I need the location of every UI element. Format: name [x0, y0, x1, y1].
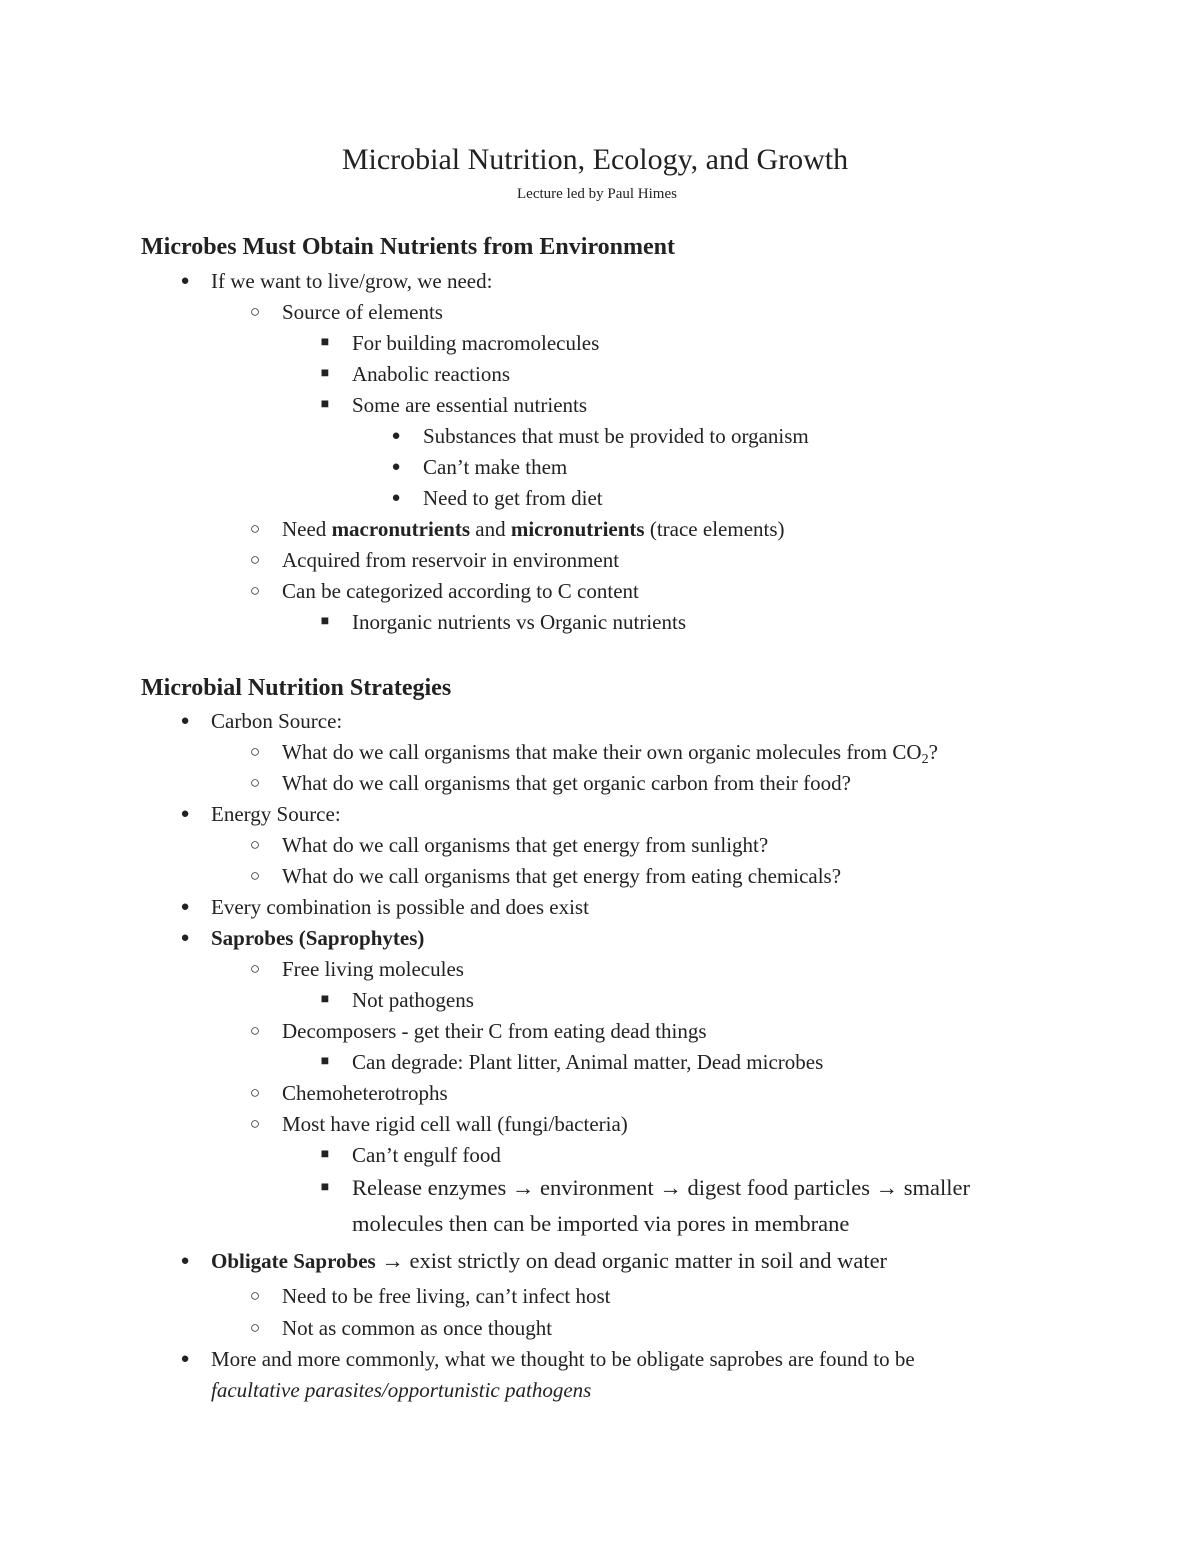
text-run: What do we call organisms that make their own organic molecules from CO — [282, 740, 922, 764]
bullet-level2: ○ — [249, 1286, 261, 1305]
list-item — [282, 514, 785, 544]
list-item: Release enzymes → environment → digest food particles → smaller — [352, 1175, 970, 1200]
list-item: Most have rigid cell wall (fungi/bacteria) — [282, 1112, 628, 1136]
list-item — [282, 737, 938, 767]
list-item: Can’t engulf food — [352, 1143, 501, 1167]
bullet-level3: ■ — [320, 614, 330, 629]
list-item: Can’t make them — [423, 455, 568, 479]
bullet-level1: ● — [180, 1253, 190, 1269]
list-item: Substances that must be provided to organism — [423, 424, 809, 448]
list-item: Chemoheterotrophs — [282, 1081, 448, 1105]
term-macronutrients: macronutrients — [331, 517, 470, 541]
list-item: Carbon Source: — [211, 709, 343, 733]
list-item: Source of elements — [282, 300, 443, 324]
bullet-level2: ○ — [249, 550, 261, 569]
text-run: (trace elements) — [644, 517, 785, 541]
bullet-level2: ○ — [249, 1021, 261, 1040]
bullet-level2: ○ — [249, 742, 261, 761]
text-run: → exist strictly on dead organic matter in soil and water — [375, 1248, 888, 1273]
list-item: Need to get from diet — [423, 486, 603, 510]
bullet-level2: ○ — [249, 773, 261, 792]
bullet-level1: ● — [180, 930, 190, 946]
list-item: Anabolic reactions — [352, 362, 511, 386]
bullet-level3: ■ — [320, 1147, 330, 1162]
section-heading-nutrients: Microbes Must Obtain Nutrients from Environment — [141, 234, 675, 260]
text-run: ? — [928, 740, 938, 764]
list-item — [211, 1246, 887, 1276]
bullet-level1: ● — [180, 273, 190, 289]
document-subtitle: Lecture led by Paul Himes — [517, 186, 677, 202]
italic-term: facultative parasites/opportunistic pathogens — [211, 1378, 592, 1402]
bullet-level2: ○ — [249, 519, 261, 538]
list-item: For building macromolecules — [352, 331, 600, 355]
list-item: Can degrade: Plant litter, Animal matter, Dead microbes — [352, 1050, 824, 1074]
term-obligate-saprobes: Obligate Saprobes — [211, 1249, 376, 1273]
list-item: Not pathogens — [352, 988, 474, 1012]
list-item: More and more commonly, what we thought to be obligate saprobes are found to be — [211, 1347, 915, 1371]
bullet-level4: ● — [391, 428, 401, 444]
bullet-level1: ● — [180, 806, 190, 822]
bullet-level1: ● — [180, 1351, 190, 1367]
term-micronutrients: micronutrients — [510, 517, 645, 541]
list-item: Not as common as once thought — [282, 1316, 553, 1340]
bullet-level2: ○ — [249, 581, 261, 600]
bullet-level3: ■ — [320, 1180, 330, 1195]
text-run: and — [470, 517, 511, 541]
list-item: What do we call organisms that get energy from eating chemicals? — [282, 864, 842, 888]
list-item — [211, 923, 424, 953]
bullet-level1: ● — [180, 713, 190, 729]
document-title: Microbial Nutrition, Ecology, and Growth — [341, 143, 849, 176]
bullet-level2: ○ — [249, 302, 261, 321]
bullet-level4: ● — [391, 459, 401, 475]
list-item: Every combination is possible and does exist — [211, 895, 589, 919]
list-item: Need to be free living, can’t infect host — [282, 1284, 611, 1308]
bullet-level3: ■ — [320, 397, 330, 412]
list-item: What do we call organisms that get energy from sunlight? — [282, 833, 769, 857]
list-item: Can be categorized according to C content — [282, 579, 639, 603]
section-heading-strategies: Microbial Nutrition Strategies — [141, 675, 452, 701]
bullet-level2: ○ — [249, 959, 261, 978]
bullet-level1: ● — [180, 899, 190, 915]
text-run: Need — [282, 517, 332, 541]
list-item: Acquired from reservoir in environment — [282, 548, 620, 572]
list-item: If we want to live/grow, we need: — [211, 269, 493, 293]
term-saprobes: Saprobes (Saprophytes) — [211, 926, 425, 950]
bullet-level4: ● — [391, 490, 401, 506]
list-item: What do we call organisms that get organic carbon from their food? — [282, 771, 851, 795]
list-item: Some are essential nutrients — [352, 393, 588, 417]
bullet-level2: ○ — [249, 1083, 261, 1102]
bullet-level2: ○ — [249, 866, 261, 885]
list-item: Energy Source: — [211, 802, 341, 826]
list-item: Decomposers - get their C from eating dead things — [282, 1019, 707, 1043]
bullet-level2: ○ — [249, 835, 261, 854]
subscript: 2 — [921, 752, 929, 767]
list-item: Free living molecules — [282, 957, 464, 981]
bullet-level3: ■ — [320, 1054, 330, 1069]
bullet-level3: ■ — [320, 992, 330, 1007]
list-item-continuation — [211, 1375, 591, 1405]
list-item-continuation: molecules then can be imported via pores in membrane — [352, 1211, 850, 1236]
bullet-level2: ○ — [249, 1318, 261, 1337]
list-item: Inorganic nutrients vs Organic nutrients — [352, 610, 686, 634]
bullet-level3: ■ — [320, 366, 330, 381]
bullet-level3: ■ — [320, 335, 330, 350]
bullet-level2: ○ — [249, 1114, 261, 1133]
